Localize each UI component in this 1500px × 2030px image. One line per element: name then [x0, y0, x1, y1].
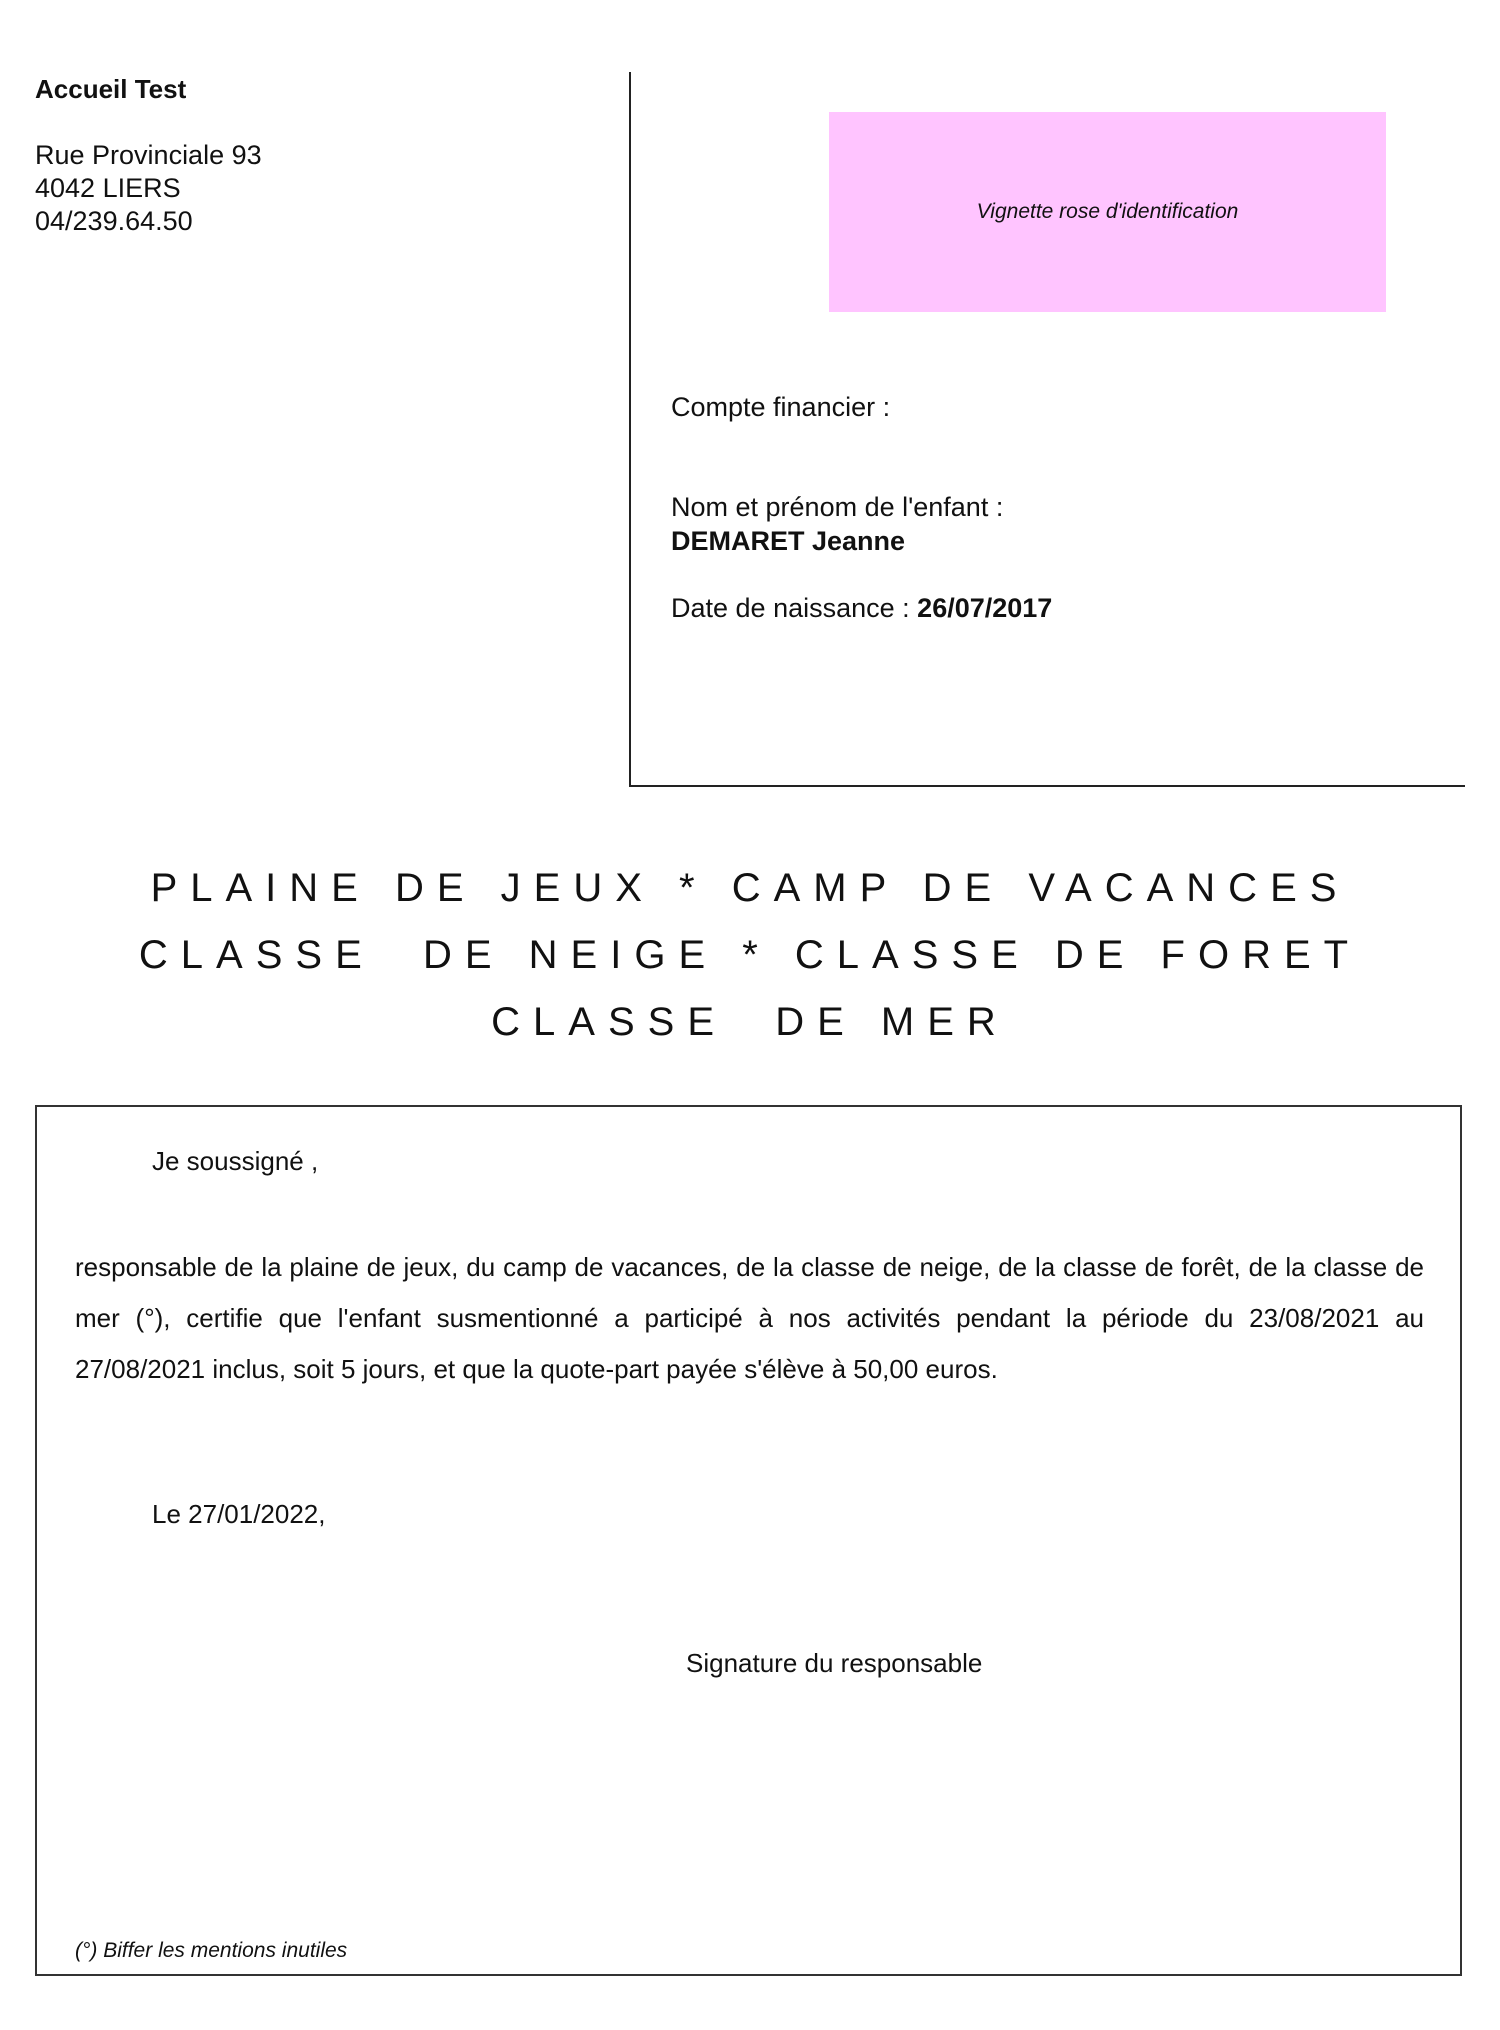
- identification-sticker: [829, 112, 1386, 312]
- signature-label: Signature du responsable: [686, 1648, 983, 1678]
- certificate-body: responsable de la plaine de jeux, du camp de vacances, de la classe de neige, de la classe de forêt, de la classe de mer (°), certifie que l'enfant susmentionné a participé à nos activités pendant la période du 23/08/2021 au 27/08/2021 inclus, soit 5 jours, et que la quote-part payée s'élève à 50,00 euros.: [75, 1252, 1424, 1384]
- heading-line-3: CLASSE DE MER: [491, 1000, 1009, 1044]
- sender-city: 4042 LIERS: [35, 173, 181, 203]
- birth-date-value: 26/07/2017: [917, 593, 1053, 623]
- heading-line-1: PLAINE DE JEUX * CAMP DE VACANCES: [150, 866, 1350, 910]
- sender-phone: 04/239.64.50: [35, 206, 193, 236]
- frame-vertical-divider: [629, 72, 631, 787]
- sticker-label: Vignette rose d'identification: [976, 200, 1239, 223]
- birth-date-label: Date de naissance :: [671, 593, 910, 623]
- account-label: Compte financier :: [671, 392, 891, 422]
- heading-line-2: CLASSE DE NEIGE * CLASSE DE FORET: [138, 933, 1362, 977]
- child-name: DEMARET Jeanne: [671, 526, 906, 556]
- sender-name: Accueil Test: [35, 74, 187, 104]
- certificate-intro: Je soussigné ,: [152, 1146, 319, 1176]
- footnote: (°) Biffer les mentions inutiles: [75, 1939, 348, 1962]
- frame-horizontal-divider: [629, 785, 1465, 787]
- child-name-label: Nom et prénom de l'enfant :: [671, 492, 1004, 522]
- certificate-box: [35, 1105, 1462, 1976]
- sender-street: Rue Provinciale 93: [35, 140, 262, 170]
- birth-date-row: [671, 591, 1052, 625]
- certificate-date: Le 27/01/2022,: [152, 1499, 326, 1529]
